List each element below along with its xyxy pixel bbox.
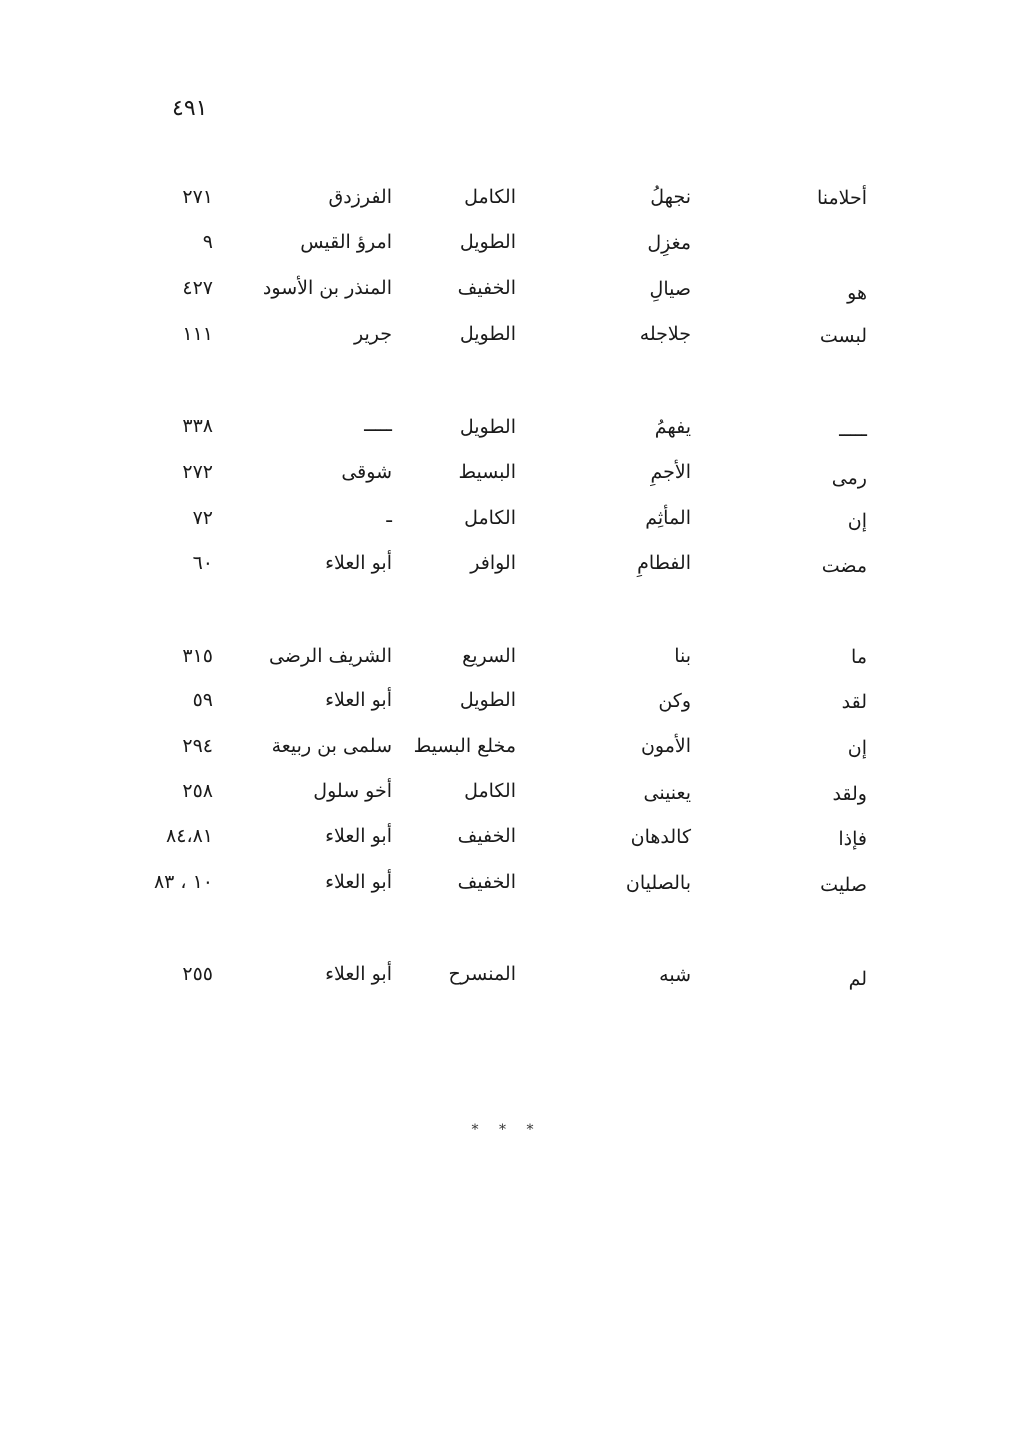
meter: الطويل	[459, 689, 516, 711]
meter: الكامل	[464, 507, 516, 529]
opening-word: أحلامنا	[816, 187, 867, 209]
poet: أبو العلاء	[325, 871, 392, 893]
page-ref: ٢٥٥	[182, 963, 213, 985]
opening-word: صليت	[820, 874, 867, 896]
page-ref: ٥٩	[192, 689, 213, 711]
poet: الفرزدق	[328, 186, 392, 208]
poet: ـ	[386, 505, 392, 527]
rhyme-word: صيالِ	[649, 278, 691, 300]
rhyme-word: كالدهان	[630, 826, 691, 848]
page-ref: ٤٢٧	[182, 277, 213, 299]
rhyme-word: يفهمُ	[654, 416, 691, 438]
poet: امرؤ القيس	[300, 231, 392, 253]
opening-word: هو	[847, 282, 867, 304]
meter: الوافر	[470, 552, 516, 574]
opening-word: ولقد	[832, 783, 867, 805]
opening-word: لقد	[841, 691, 867, 713]
meter: السريع	[462, 645, 516, 667]
opening-word: فإذا	[838, 828, 867, 850]
rhyme-word: الفطامِ	[637, 552, 691, 574]
rhyme-word: جلاجله	[639, 323, 691, 345]
page-ref: ٣٣٨	[182, 415, 213, 437]
meter: البسيط	[458, 461, 516, 483]
poet: أبو العلاء	[325, 825, 392, 847]
page-ref: ٦٠	[192, 552, 213, 574]
page-ref: ٢٩٤	[182, 735, 213, 757]
poet: الشريف الرضى	[268, 645, 392, 667]
meter: الطويل	[459, 416, 516, 438]
meter: الخفيف	[457, 825, 516, 847]
poet: أخو سلول	[313, 780, 392, 802]
rhyme-word: الأمون	[640, 735, 691, 757]
meter: مخلع البسيط	[413, 735, 516, 757]
page-ref: ٢٧١	[182, 186, 213, 208]
rhyme-word: وكن	[658, 690, 691, 712]
opening-word: ـــــ	[839, 419, 867, 441]
page-ref: ٨٤،٨١	[166, 825, 213, 847]
rhyme-word: شبه	[659, 964, 691, 986]
meter: المنسرح	[448, 963, 516, 985]
poet: شوقى	[341, 461, 392, 483]
poet: سلمى بن ربيعة	[271, 735, 392, 757]
page-ref: ١١١	[182, 323, 213, 345]
opening-word: ما	[851, 646, 867, 668]
meter: الكامل	[464, 186, 516, 208]
rhyme-word: مغزِل	[647, 232, 691, 254]
poet: جرير	[354, 323, 392, 345]
meter: الكامل	[464, 780, 516, 802]
rhyme-word: المأثِم	[645, 507, 691, 529]
meter: الطويل	[459, 231, 516, 253]
meter: الخفيف	[457, 871, 516, 893]
rhyme-word: الأجمِ	[650, 461, 691, 483]
page-ref: ٧٢	[192, 507, 213, 529]
rhyme-word: نجهلُ	[650, 186, 691, 208]
rhyme-word: يعنينى	[643, 782, 691, 804]
page-ref: ٢٥٨	[182, 780, 213, 802]
meter: الطويل	[459, 323, 516, 345]
page-ref: ٢٧٢	[182, 461, 213, 483]
poet: أبو العلاء	[325, 552, 392, 574]
opening-word: لبست	[819, 325, 867, 347]
rhyme-word: بالصليان	[625, 872, 691, 894]
poet: أبو العلاء	[325, 963, 392, 985]
poet: ـــــ	[364, 414, 392, 436]
page-ref: ٣١٥	[182, 645, 213, 667]
opening-word: رمى	[831, 467, 867, 489]
page-ref: ١٠ ، ٨٣	[153, 871, 213, 893]
page-number: ٤٩١	[172, 96, 208, 121]
rhyme-word: بنا	[674, 645, 691, 667]
page-ref: ٩	[202, 231, 213, 253]
opening-word: مضت	[821, 555, 867, 577]
poet: أبو العلاء	[325, 689, 392, 711]
poet: المنذر بن الأسود	[262, 277, 392, 299]
meter: الخفيف	[457, 277, 516, 299]
opening-word: إن	[847, 737, 867, 759]
opening-word: إن	[847, 510, 867, 532]
end-of-section-mark: * * *	[471, 1122, 542, 1138]
opening-word: لم	[848, 968, 867, 990]
